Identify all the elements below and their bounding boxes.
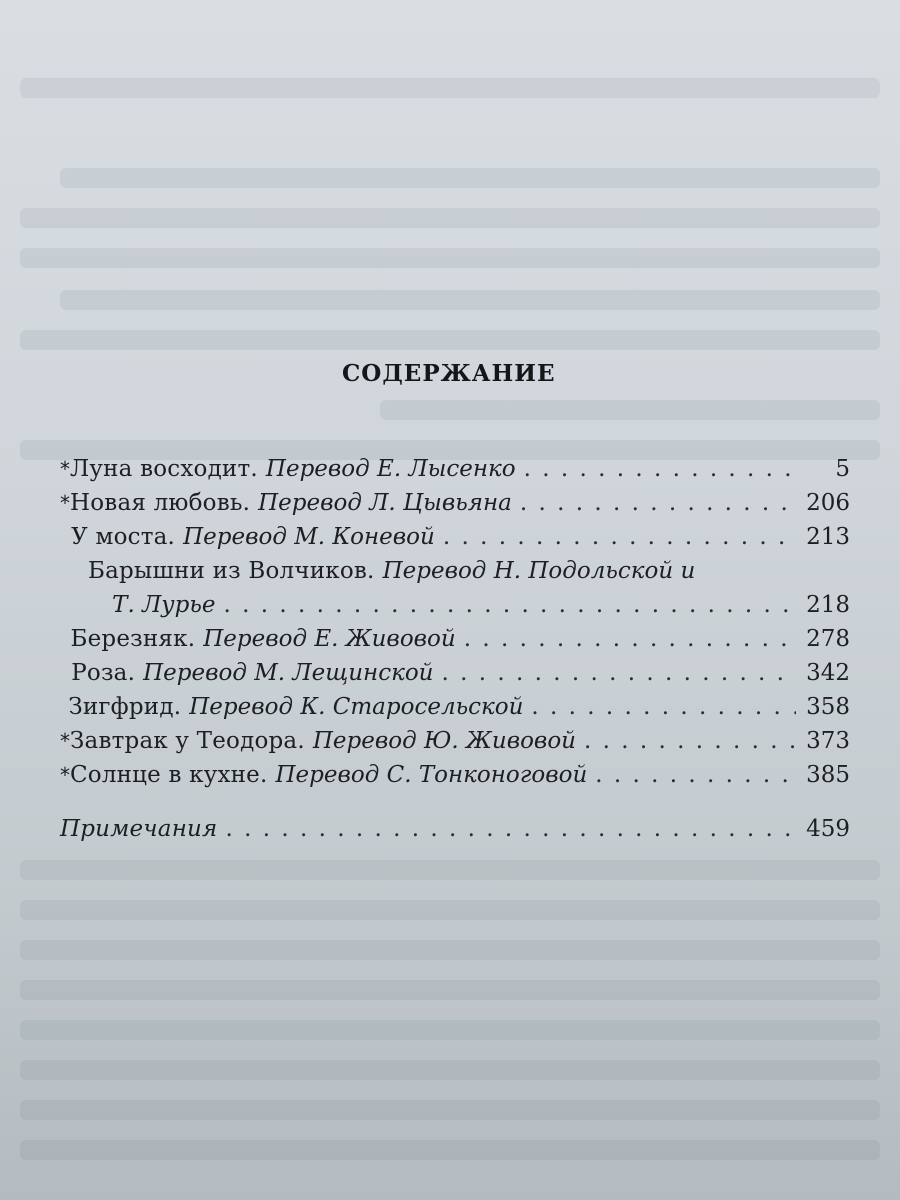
entry-page-number: 278 bbox=[806, 626, 850, 652]
entry-translator: Перевод С. Тонконоговой bbox=[275, 762, 588, 788]
asterisk-mark: * bbox=[60, 763, 70, 787]
entry-page-number: 5 bbox=[835, 456, 850, 482]
entry-translator: Перевод Е. Живовой bbox=[203, 626, 456, 652]
dot-leader bbox=[524, 452, 796, 486]
dot-leader bbox=[584, 724, 796, 758]
entry-title: Солнце в кухне. bbox=[70, 762, 268, 788]
dot-leader bbox=[595, 758, 796, 792]
notes-page-number: 459 bbox=[806, 816, 850, 842]
dot-leader bbox=[441, 656, 796, 690]
entry-title: Новая любовь. bbox=[70, 490, 251, 516]
toc-entry-continuation bbox=[60, 588, 850, 622]
entry-title: Роза. bbox=[71, 660, 136, 686]
toc-entry bbox=[60, 724, 850, 758]
entry-page-number: 213 bbox=[806, 524, 850, 550]
entry-page-number: 385 bbox=[806, 762, 850, 788]
dot-leader bbox=[223, 588, 796, 622]
asterisk-mark: * bbox=[60, 491, 70, 515]
table-of-contents bbox=[60, 452, 850, 846]
dot-leader bbox=[531, 690, 796, 724]
toc-entry bbox=[60, 486, 850, 520]
notes-title: Примечания bbox=[60, 816, 218, 842]
toc-entry bbox=[60, 656, 850, 690]
entry-translator: Перевод Ю. Живовой bbox=[312, 728, 576, 754]
entry-translator: Перевод М. Коневой bbox=[183, 524, 435, 550]
contents-heading: СОДЕРЖАНИЕ bbox=[342, 360, 556, 387]
entry-title: Луна восходит. bbox=[70, 456, 258, 482]
dot-leader bbox=[226, 812, 797, 846]
entry-title: Березняк. bbox=[70, 626, 196, 652]
entry-title: Зигфрид. bbox=[68, 694, 182, 720]
entry-translator: Перевод М. Лещинской bbox=[143, 660, 434, 686]
dot-leader bbox=[464, 622, 796, 656]
entry-page-number: 206 bbox=[806, 490, 850, 516]
entry-page-number: 218 bbox=[806, 592, 850, 618]
entry-translator: Перевод Н. Подольской и bbox=[382, 558, 696, 584]
toc-notes-entry bbox=[60, 812, 850, 846]
dot-leader bbox=[520, 486, 796, 520]
entry-title: Барышни из Волчиков. bbox=[88, 558, 375, 584]
dot-leader bbox=[443, 520, 796, 554]
entry-translator: Т. Лурье bbox=[112, 592, 216, 618]
toc-entry bbox=[60, 520, 850, 554]
entry-translator: Перевод Л. Цывьяна bbox=[258, 490, 512, 516]
asterisk-mark: * bbox=[60, 457, 70, 481]
entry-page-number: 373 bbox=[806, 728, 850, 754]
entry-title: Завтрак у Теодора. bbox=[70, 728, 305, 754]
entry-title: У моста. bbox=[71, 524, 176, 550]
asterisk-mark: * bbox=[60, 729, 70, 753]
entry-translator: Перевод Е. Лысенко bbox=[265, 456, 516, 482]
toc-entry bbox=[60, 758, 850, 792]
entry-page-number: 342 bbox=[806, 660, 850, 686]
toc-entry bbox=[60, 554, 850, 588]
toc-entry bbox=[60, 452, 850, 486]
entry-page-number: 358 bbox=[806, 694, 850, 720]
toc-entry bbox=[60, 690, 850, 724]
entry-translator: Перевод К. Старосельской bbox=[189, 694, 524, 720]
toc-entry bbox=[60, 622, 850, 656]
